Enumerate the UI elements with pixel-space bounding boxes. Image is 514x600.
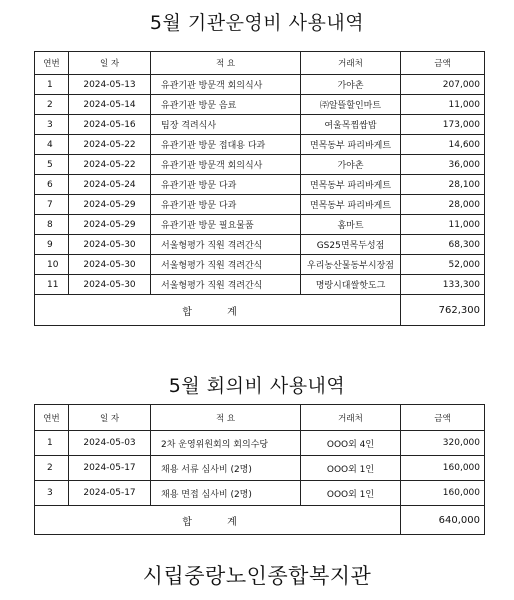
row-vendor: OOO외 4인: [301, 431, 401, 456]
row-vendor: 면목동부 파리바게트: [301, 175, 401, 195]
row-vendor: 면목동부 파리바게트: [301, 195, 401, 215]
row-amount: 68,300: [401, 235, 485, 255]
row-vendor: 가야촌: [301, 75, 401, 95]
header-vendor: 거래처: [301, 52, 401, 75]
row-number: 10: [35, 255, 69, 275]
row-date: 2024-05-17: [69, 456, 151, 481]
row-amount: 28,100: [401, 175, 485, 195]
table-row: [35, 135, 485, 155]
table-row: [35, 75, 485, 95]
table-header-row: [35, 52, 485, 75]
row-date: 2024-05-30: [69, 275, 151, 295]
meeting-title: 5월 회의비 사용내역: [168, 375, 346, 397]
total-label: 합 계: [35, 506, 401, 535]
table-row: [35, 195, 485, 215]
row-description: 유관기관 방문객 회의식사: [151, 75, 301, 95]
operation-title: 5월 기관운영비 사용내역: [149, 12, 365, 34]
total-amount: 640,000: [401, 506, 485, 535]
row-description: 서울형평가 직원 격려간식: [151, 235, 301, 255]
header-date: 일 자: [69, 405, 151, 431]
row-description: 유관기관 방문 다과: [151, 195, 301, 215]
row-date: 2024-05-22: [69, 155, 151, 175]
row-date: 2024-05-17: [69, 481, 151, 506]
row-description: 2차 운영위원회의 회의수당: [151, 431, 301, 456]
meeting-rows: [35, 431, 485, 506]
row-vendor: 명랑시대쌀핫도그: [301, 275, 401, 295]
table-row: [35, 115, 485, 135]
row-vendor: OOO외 1인: [301, 456, 401, 481]
row-description: 유관기관 방문 필요물품: [151, 215, 301, 235]
table-row: [35, 215, 485, 235]
row-date: 2024-05-14: [69, 95, 151, 115]
table-header-row: [35, 405, 485, 431]
row-date: 2024-05-30: [69, 255, 151, 275]
row-description: 유관기관 방문객 회의식사: [151, 155, 301, 175]
row-date: 2024-05-03: [69, 431, 151, 456]
row-amount: 160,000: [401, 456, 485, 481]
row-number: 6: [35, 175, 69, 195]
row-amount: 11,000: [401, 215, 485, 235]
row-vendor: ㈜알뜰할인마트: [301, 95, 401, 115]
row-description: 서울형평가 직원 격려간식: [151, 275, 301, 295]
row-amount: 36,000: [401, 155, 485, 175]
row-number: 2: [35, 456, 69, 481]
row-date: 2024-05-29: [69, 195, 151, 215]
header-vendor: 거래처: [301, 405, 401, 431]
row-description: 채용 서류 심사비 (2명): [151, 456, 301, 481]
row-date: 2024-05-24: [69, 175, 151, 195]
table-row: [35, 481, 485, 506]
header-amount: 금액: [401, 52, 485, 75]
row-description: 유관기관 방문 접대용 다과: [151, 135, 301, 155]
operation-expense-table: [34, 51, 485, 326]
total-row: [35, 506, 485, 535]
row-vendor: 여울목찜쌈밥: [301, 115, 401, 135]
row-amount: 173,000: [401, 115, 485, 135]
row-number: 7: [35, 195, 69, 215]
row-amount: 320,000: [401, 431, 485, 456]
row-vendor: 홈마트: [301, 215, 401, 235]
table-row: [35, 255, 485, 275]
row-number: 3: [35, 481, 69, 506]
row-number: 2: [35, 95, 69, 115]
row-number: 1: [35, 75, 69, 95]
total-row: [35, 295, 485, 326]
meeting-expense-table: [34, 404, 485, 535]
row-amount: 28,000: [401, 195, 485, 215]
row-number: 11: [35, 275, 69, 295]
row-amount: 52,000: [401, 255, 485, 275]
total-label: 합 계: [35, 295, 401, 326]
table-row: [35, 235, 485, 255]
row-description: 팀장 격려식사: [151, 115, 301, 135]
row-amount: 160,000: [401, 481, 485, 506]
table-row: [35, 431, 485, 456]
row-number: 8: [35, 215, 69, 235]
row-vendor: 면목동부 파리바게트: [301, 135, 401, 155]
organization-name: 시립중랑노인종합복지관: [142, 564, 372, 588]
row-vendor: 가야촌: [301, 155, 401, 175]
row-date: 2024-05-30: [69, 235, 151, 255]
row-amount: 207,000: [401, 75, 485, 95]
table-row: [35, 275, 485, 295]
table-row: [35, 155, 485, 175]
row-number: 5: [35, 155, 69, 175]
row-amount: 133,300: [401, 275, 485, 295]
row-description: 유관기관 방문 음료: [151, 95, 301, 115]
row-date: 2024-05-16: [69, 115, 151, 135]
header-item: 적 요: [151, 52, 301, 75]
row-vendor: OOO외 1인: [301, 481, 401, 506]
row-date: 2024-05-13: [69, 75, 151, 95]
table-row: [35, 175, 485, 195]
row-vendor: 우리농산물동부시장점: [301, 255, 401, 275]
table-row: [35, 456, 485, 481]
row-number: 3: [35, 115, 69, 135]
row-description: 채용 면접 심사비 (2명): [151, 481, 301, 506]
header-amount: 금액: [401, 405, 485, 431]
header-no: 연번: [35, 52, 69, 75]
row-description: 서울형평가 직원 격려간식: [151, 255, 301, 275]
header-item: 적 요: [151, 405, 301, 431]
row-number: 4: [35, 135, 69, 155]
row-vendor: GS25면목두성점: [301, 235, 401, 255]
row-amount: 11,000: [401, 95, 485, 115]
table-row: [35, 95, 485, 115]
row-date: 2024-05-29: [69, 215, 151, 235]
row-description: 유관기관 방문 다과: [151, 175, 301, 195]
row-amount: 14,600: [401, 135, 485, 155]
row-number: 1: [35, 431, 69, 456]
row-date: 2024-05-22: [69, 135, 151, 155]
total-amount: 762,300: [401, 295, 485, 326]
header-no: 연번: [35, 405, 69, 431]
header-date: 일 자: [69, 52, 151, 75]
operation-rows: [35, 75, 485, 295]
row-number: 9: [35, 235, 69, 255]
